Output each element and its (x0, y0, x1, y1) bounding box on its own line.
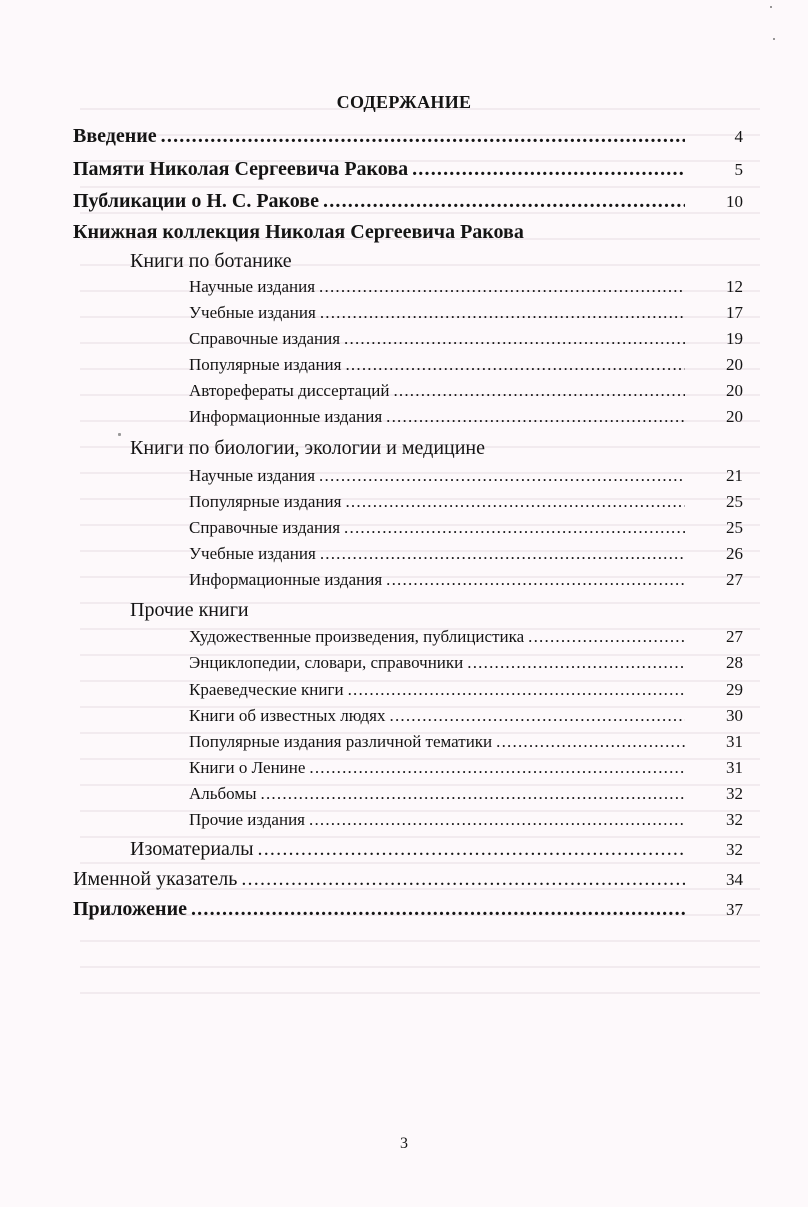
toc-entry (189, 544, 685, 564)
toc-page-number: 32 (726, 810, 743, 829)
toc-entry (130, 250, 292, 273)
bleed-line (80, 940, 760, 942)
toc-entry-label: Альбомы (189, 784, 257, 803)
toc-entry-label: Прочие издания (189, 810, 305, 829)
toc-entry-label: Научные издания (189, 277, 316, 296)
toc-entry-label: Изоматериалы (130, 838, 254, 860)
toc-entry-label: Справочные издания (189, 329, 341, 348)
toc-page-number: 28 (726, 653, 743, 672)
bleed-line (80, 186, 760, 188)
toc-entry-label: Информационные издания (189, 407, 383, 426)
toc-entry-label: Художественные произведения, публицистика (189, 627, 525, 646)
toc-entry (189, 466, 685, 486)
dot-leader (261, 784, 685, 804)
dot-leader (344, 518, 685, 538)
toc-page-number: 27 (726, 570, 743, 589)
dot-leader (323, 190, 685, 213)
toc-page-number: 20 (726, 355, 743, 374)
dot-leader (320, 544, 685, 564)
toc-entry (189, 706, 685, 726)
toc-entry-label: Энциклопедии, словари, справочники (189, 653, 464, 672)
toc-entry (130, 599, 249, 622)
toc-entry (189, 518, 685, 538)
toc-entry-label: Книги о Ленине (189, 758, 306, 777)
toc-page-number: 17 (726, 303, 743, 322)
toc-entry (189, 492, 685, 512)
toc-entry-label: Введение (73, 125, 157, 147)
dot-leader (528, 627, 685, 647)
toc-entry-label: Краеведческие книги (189, 680, 344, 699)
toc-page-number: 34 (726, 870, 743, 889)
dot-leader (496, 732, 685, 752)
toc-entry-label: Справочные издания (189, 518, 341, 537)
dot-leader (386, 570, 685, 590)
dot-leader (191, 898, 685, 921)
toc-entry (189, 758, 685, 778)
toc-entry (73, 125, 685, 148)
dot-leader (345, 355, 685, 375)
toc-entry-label: Авторефераты диссертаций (189, 381, 390, 400)
dot-leader (467, 653, 685, 673)
dot-leader (390, 706, 686, 726)
dot-leader (345, 492, 685, 512)
toc-entry (189, 303, 685, 323)
dot-leader (309, 810, 685, 830)
toc-entry (189, 329, 685, 349)
toc-entry (189, 381, 685, 401)
toc-entry-label: Прочие книги (130, 599, 249, 621)
dot-leader (319, 277, 685, 297)
toc-entry-label: Именной указатель (73, 868, 238, 890)
toc-title: СОДЕРЖАНИЕ (336, 92, 472, 112)
toc-page-number: 19 (726, 329, 743, 348)
toc-entry (189, 277, 685, 297)
toc-entry (189, 810, 685, 830)
toc-entry (130, 838, 685, 861)
toc-entry (130, 437, 485, 460)
dot-leader (309, 758, 685, 778)
toc-entry (73, 868, 685, 891)
toc-page-number: 20 (726, 381, 743, 400)
toc-entry (189, 653, 685, 673)
toc-page-number: 25 (726, 518, 743, 537)
toc-page-number: 37 (726, 900, 743, 919)
scan-speck (118, 433, 121, 436)
dot-leader (319, 466, 685, 486)
toc-page-number: 10 (726, 192, 743, 211)
toc-entry (73, 898, 685, 921)
toc-page-number: 29 (726, 680, 743, 699)
toc-page-number: 30 (726, 706, 743, 725)
dot-leader (393, 381, 685, 401)
dot-leader (161, 125, 685, 148)
dot-leader (241, 868, 685, 891)
page-number: 3 (400, 1135, 408, 1152)
dot-leader (412, 158, 685, 181)
toc-entry (189, 570, 685, 590)
toc-entry-label: Книги по биологии, экологии и медицине (130, 437, 486, 459)
toc-entry-label: Популярные издания различной тематики (189, 732, 493, 751)
dot-leader (348, 680, 685, 700)
toc-entry-label: Книги по ботанике (130, 250, 292, 272)
toc-entry-label: Памяти Николая Сергеевича Ракова (73, 158, 409, 180)
toc-entry-label: Научные издания (189, 466, 316, 485)
bleed-line (80, 992, 760, 994)
toc-entry-label: Популярные издания (189, 355, 342, 374)
toc-page-number: 31 (726, 758, 743, 777)
dot-leader (386, 407, 685, 427)
toc-entry (189, 407, 685, 427)
scan-speck (770, 6, 772, 8)
toc-entry (189, 355, 685, 375)
toc-page-number: 31 (726, 732, 743, 751)
scan-speck (773, 38, 775, 40)
toc-page-number: 32 (726, 784, 743, 803)
dot-leader (320, 303, 685, 323)
toc-entry-label: Популярные издания (189, 492, 342, 511)
toc-page-number: 26 (726, 544, 743, 563)
toc-entry-label: Учебные издания (189, 544, 316, 563)
dot-leader (344, 329, 685, 349)
toc-entry (189, 627, 685, 647)
toc-page-number: 4 (734, 127, 743, 146)
bleed-line (80, 966, 760, 968)
toc-entry (73, 158, 685, 181)
toc-entry (189, 732, 685, 752)
toc-page-number: 12 (726, 277, 743, 296)
toc-entry (189, 680, 685, 700)
toc-page-number: 20 (726, 407, 743, 426)
toc-entry-label: Учебные издания (189, 303, 316, 322)
toc-page-number: 27 (726, 627, 743, 646)
toc-page-number: 25 (726, 492, 743, 511)
toc-entry-label: Публикации о Н. С. Ракове (73, 190, 319, 212)
dot-leader (258, 838, 685, 861)
toc-entry (189, 784, 685, 804)
toc-entry-label: Книги об известных людях (189, 706, 386, 725)
toc-page-number: 5 (734, 160, 743, 179)
toc-entry-label: Информационные издания (189, 570, 383, 589)
toc-page-number: 32 (726, 840, 743, 859)
toc-entry-label: Книжная коллекция Николая Сергеевича Ракова (73, 221, 524, 243)
bleed-line (80, 862, 760, 864)
toc-entry-label: Приложение (73, 898, 187, 920)
toc-page-number: 21 (726, 466, 743, 485)
toc-entry (73, 190, 685, 213)
toc-entry (73, 221, 524, 244)
